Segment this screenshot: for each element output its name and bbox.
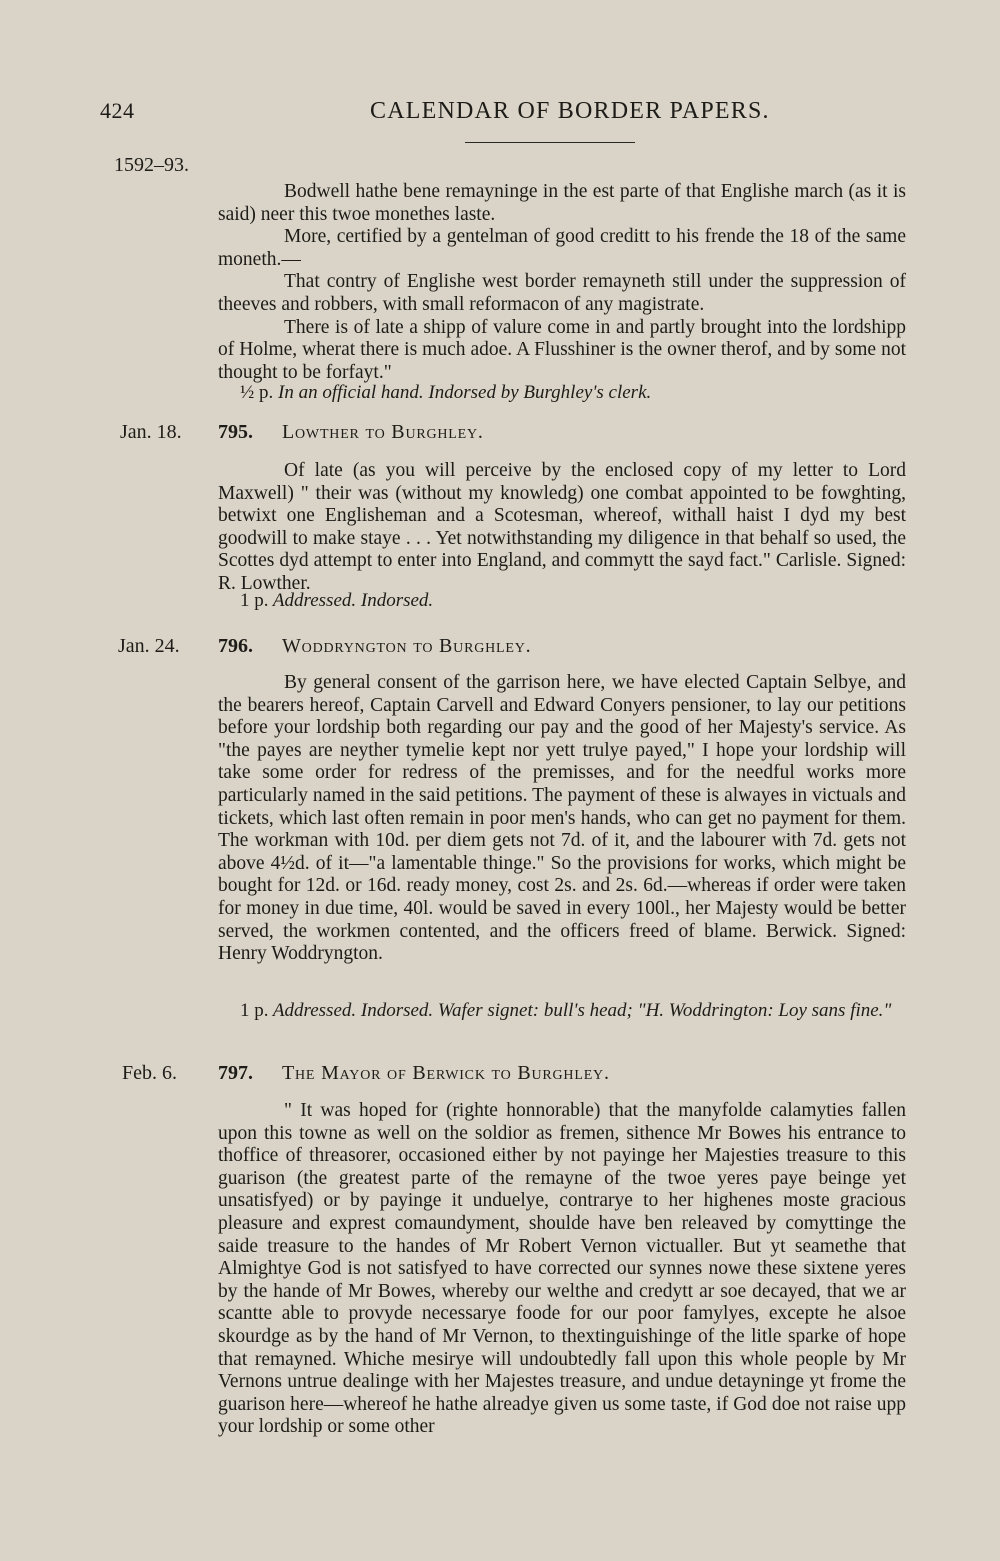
paragraph: Bodwell hathe bene remayninge in the est parte of that Englishe march (as it is said) neer this twoe monethes laste. xyxy=(218,181,906,225)
note-text: In an official hand. Indorsed by Burghley's clerk. xyxy=(278,382,652,403)
note-size: ½ p. xyxy=(240,382,274,403)
entry-text xyxy=(218,1100,906,1439)
endorsement-note xyxy=(240,1000,906,1022)
paragraph: By general consent of the garrison here, we have elected Captain Selbye, and the bearers hereof, Captain Carvell and Edward Conyers pensioner, to lay our petitions before your lordship both regarding our pay and the good of her Majesty's service. As "the payes are neyther tymelie kept nor yett trulye payed," I hope your lordship will take some order for redress of the premisses, and for the needful works more particularly named in the said petitions. The payment of these is alwayes in victuals and tickets, which last often remain in poor men's hands, who can get no payment for them. The workman with 10d. per diem gets not 7d. of it, and the labourer with 7d. gets not above 4½d. of it—"a lamentable thinge." So the provisions for works, which might be bought for 12d. or 16d. ready money, cost 2s. and 2s. 6d.—whereas if order were taken for money in due time, 40l. would be saved in every 100l., her Majesty would be better served, the workmen contented, and the officers freed of blame. Berwick. Signed: Henry Woddryngton. xyxy=(218,672,906,965)
paragraph: There is of late a shipp of valure come in and partly brought into the lordshipp of Holme, wherat there is much adoe. A Flusshiner is the owner therof, and by some not thought to be forfayt." xyxy=(218,316,906,383)
paragraph: That contry of Englishe west border remayneth still under the suppression of theeves and robbers, with small reformacon of any magistrate. xyxy=(218,271,906,315)
paragraph: More, certified by a gentelman of good creditt to his frende the 18 of the same moneth.— xyxy=(218,226,906,270)
entry-heading xyxy=(218,421,906,444)
paragraph: " It was hoped for (righte honnorable) that the manyfolde calamyties fallen upon this towne as well on the soldior as fremen, sithence Mr Bowes his entrance to thoffice of threasorer, occasioned either by not payinge her Majesties treasure to this guarison (the greatest parte of the remayne of the twoe yeres paye beinge yet unsatisfyed) or by payinge it unduelye, contrarye to her highenes moste gracious pleasure and exprest comaundyment, shoulde have ben releaved by comyttinge the saide treasure to the handes of Mr Robert Vernon victualler. But yt seamethe that Almightye God is not satisfyed to have corrected our synnes nowe these sixtene yeres by the hande of Mr Bowes, whereby our welthe and credytt ar soe decayed, that we ar scantte able to provyde necessarye foode for our poor famylyes, excepte he alsoe skourdge as by the hand of Mr Vernon, to thextinguishinge of the litle sparke of hope that remayned. Whiche mesirye will undoubtedly fall upon this whole people by Mr Vernons untrue dealinge with her Majestes treasure, and undue detayninge yt frome the guarison here—whereof he hathe alreadye given us some taste, if God doe not raise upp your lordship or some other xyxy=(218,1100,906,1438)
endorsement-note xyxy=(240,382,906,404)
entry-number: 795. xyxy=(218,421,253,443)
running-head xyxy=(100,98,900,134)
endorsement-note xyxy=(240,590,906,612)
page-number: 424 xyxy=(100,98,135,123)
entry-text xyxy=(218,460,906,596)
entry-date: Jan. 18. xyxy=(120,421,182,443)
entry-text xyxy=(218,672,906,966)
continuation-text xyxy=(218,181,906,384)
entry-title: Lowther to Burghley. xyxy=(282,421,484,443)
entry-date: Feb. 6. xyxy=(122,1062,177,1084)
note-size: 1 p. xyxy=(240,590,269,611)
entry-date: Jan. 24. xyxy=(118,635,180,657)
running-title: CALENDAR OF BORDER PAPERS. xyxy=(370,98,770,124)
entry-heading xyxy=(218,635,906,658)
note-size: 1 p. xyxy=(240,1000,269,1021)
entry-title: The Mayor of Berwick to Burghley. xyxy=(282,1062,610,1084)
header-rule xyxy=(465,142,635,143)
paragraph: Of late (as you will perceive by the enclosed copy of my letter to Lord Maxwell) " their was (without my knowledg) one combat appointed to be fowghting, betwixt one Englisheman and a Scotesman, whereof, withall haist I dyd my best goodwill to make staye . . . Yet notwithstanding my diligence in that behalf so used, the Scottes dyd attempt to enter into England, and commytt the sayd fact." Carlisle. Signed: R. Lowther. xyxy=(218,460,906,594)
entry-number: 797. xyxy=(218,1062,253,1084)
note-text: Addressed. Indorsed. xyxy=(272,590,434,611)
year-range: 1592–93. xyxy=(114,154,189,176)
entry-number: 796. xyxy=(218,635,253,657)
entry-title: Woddryngton to Burghley. xyxy=(282,635,532,657)
entry-heading xyxy=(218,1062,906,1085)
note-text: Addressed. Indorsed. Wafer signet: bull's head; "H. Woddrington: Loy sans fine." xyxy=(272,1000,892,1021)
